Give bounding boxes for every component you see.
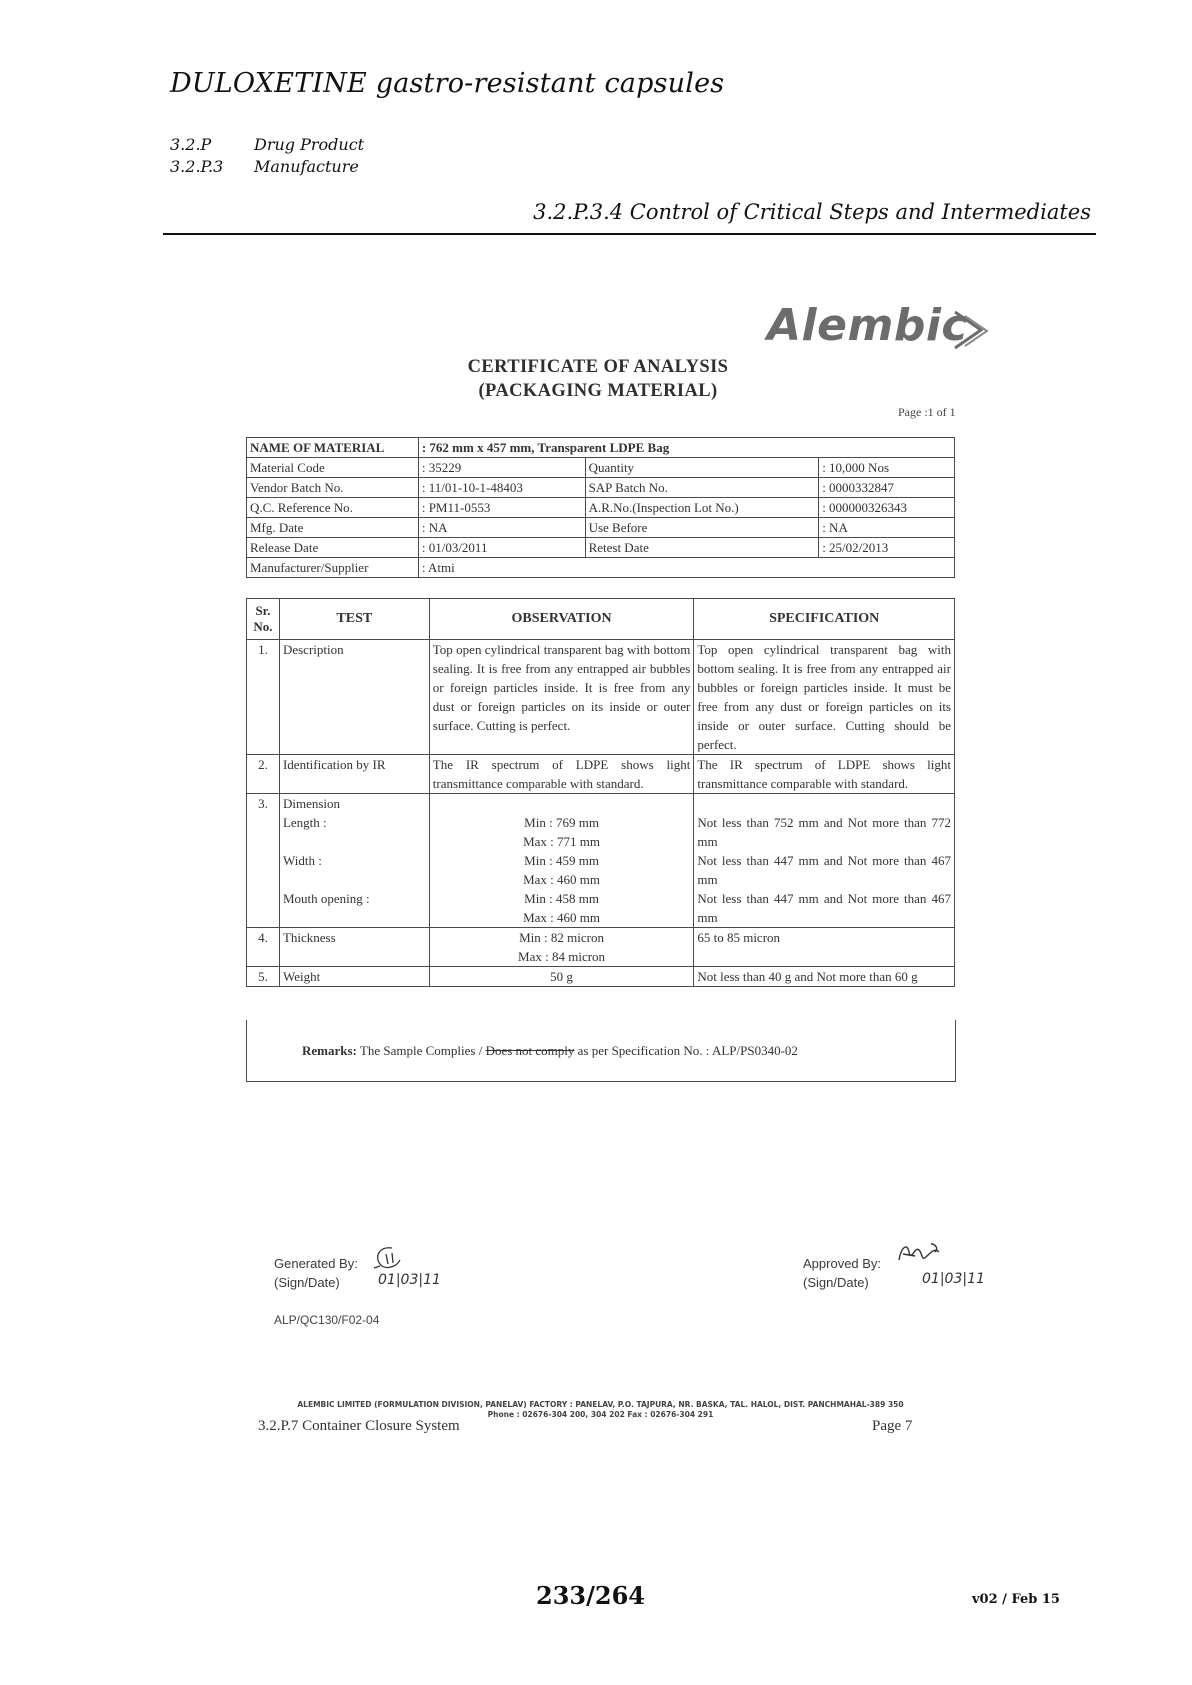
material-info-table bbox=[246, 437, 955, 578]
company-address bbox=[246, 1400, 955, 1420]
form-code: ALP/QC130/F02-04 bbox=[274, 1313, 380, 1327]
material-value: : 25/02/2013 bbox=[819, 538, 955, 558]
table-row bbox=[247, 640, 955, 755]
material-value: : 01/03/2011 bbox=[418, 538, 585, 558]
certificate-title-line1: CERTIFICATE OF ANALYSIS bbox=[467, 357, 729, 377]
row-sr: 4. bbox=[247, 928, 280, 967]
generated-by-label: Generated By: bbox=[274, 1256, 358, 1271]
length-max: Max : 771 mm bbox=[523, 834, 601, 849]
table-row bbox=[247, 755, 955, 794]
material-name-value: : 762 mm x 457 mm, Transparent LDPE Bag bbox=[418, 438, 954, 458]
certificate-title-line2: (PACKAGING MATERIAL) bbox=[478, 381, 718, 401]
approved-by-sub: (Sign/Date) bbox=[803, 1275, 869, 1290]
row-specification: Top open cylindrical transparent bag with bottom sealing. It is free from any entrapped air bubbles or foreign particles inside. It must be free from any dust or foreign particles on its inside or outer surface. Cutting should be perfect. bbox=[694, 640, 955, 755]
footer-section-label: 3.2.P.7 Container Closure System bbox=[258, 1418, 460, 1434]
section-label: Drug Product bbox=[254, 135, 365, 154]
width-spec: Not less than 447 mm and Not more than 467 mm bbox=[697, 853, 951, 887]
alembic-logo: Alembic bbox=[767, 300, 968, 351]
remarks-label: Remarks: bbox=[302, 1043, 357, 1058]
approved-date: 01|03|11 bbox=[922, 1271, 985, 1287]
section-number: 3.2.P.3 bbox=[170, 157, 224, 176]
thickness-min: Min : 82 micron bbox=[519, 930, 604, 945]
remarks-struck-text: Does not comply bbox=[485, 1043, 575, 1058]
material-name-label: NAME OF MATERIAL bbox=[247, 438, 419, 458]
width-max: Max : 460 mm bbox=[523, 872, 601, 887]
material-value: : NA bbox=[819, 518, 955, 538]
weight-row bbox=[247, 967, 955, 987]
remarks-spec: as per Specification No. : ALP/PS0340-02 bbox=[577, 1043, 798, 1058]
width-label: Width : bbox=[282, 853, 322, 868]
table-header-row bbox=[247, 599, 955, 640]
material-name-row bbox=[247, 438, 955, 458]
width-min: Min : 459 mm bbox=[524, 853, 599, 868]
col-header-sr bbox=[247, 599, 280, 640]
material-label: Q.C. Reference No. bbox=[247, 498, 419, 518]
generated-date: 01|03|11 bbox=[378, 1272, 441, 1288]
thickness-max: Max : 84 micron bbox=[518, 949, 606, 964]
material-row bbox=[247, 498, 955, 518]
material-value: : 35229 bbox=[418, 458, 585, 478]
mouth-spec: Not less than 447 mm and Not more than 467 mm bbox=[697, 891, 951, 925]
generated-signature-icon bbox=[372, 1244, 406, 1272]
mouth-min: Min : 458 mm bbox=[524, 891, 599, 906]
generated-by-sub: (Sign/Date) bbox=[274, 1275, 340, 1290]
material-row bbox=[247, 538, 955, 558]
mouth-opening-label: Mouth opening : bbox=[282, 891, 370, 906]
length-min: Min : 769 mm bbox=[524, 815, 599, 830]
col-header-observation: OBSERVATION bbox=[429, 599, 694, 640]
dimension-label: Dimension bbox=[282, 796, 341, 811]
material-label: SAP Batch No. bbox=[585, 478, 819, 498]
test-results-table bbox=[246, 598, 955, 987]
row-test: Thickness bbox=[279, 928, 429, 967]
certificate-page-number: Page :1 of 1 bbox=[898, 405, 956, 419]
material-value: : 11/01-10-1-48403 bbox=[418, 478, 585, 498]
row-specification: The IR spectrum of LDPE shows light transmittance comparable with standard. bbox=[694, 755, 955, 794]
material-label: Retest Date bbox=[585, 538, 819, 558]
length-spec: Not less than 752 mm and Not more than 772 mm bbox=[697, 815, 951, 849]
company-address-line1: ALEMBIC LIMITED (FORMULATION DIVISION, PANELAV) FACTORY : PANELAV, P.O. TAJPURA, NR. BASKA, TAL. HALOL, DIST. PANCHMAHAL-389 350 bbox=[297, 1400, 904, 1409]
logo-chevron-icon bbox=[951, 306, 991, 356]
generated-by-block bbox=[274, 1254, 358, 1292]
row-sr: 3. bbox=[247, 794, 280, 928]
supplier-row bbox=[247, 558, 955, 578]
weight-observation: 50 g bbox=[429, 967, 694, 987]
approved-by-label: Approved By: bbox=[803, 1256, 882, 1271]
material-row bbox=[247, 478, 955, 498]
approved-by-block bbox=[803, 1254, 881, 1292]
mouth-max: Max : 460 mm bbox=[523, 910, 601, 925]
section-number: 3.2.P bbox=[170, 135, 212, 154]
dimension-row bbox=[247, 794, 955, 928]
footer-page-label: Page 7 bbox=[872, 1418, 913, 1434]
approved-signature-icon bbox=[895, 1238, 945, 1268]
material-row bbox=[247, 518, 955, 538]
row-test: Identification by IR bbox=[279, 755, 429, 794]
material-label: Mfg. Date bbox=[247, 518, 419, 538]
row-sr: 5. bbox=[247, 967, 280, 987]
material-value: : 0000332847 bbox=[819, 478, 955, 498]
certificate-title bbox=[438, 355, 758, 403]
subsection-title: 3.2.P.3.4 Control of Critical Steps and Intermediates bbox=[533, 200, 1091, 224]
material-label: A.R.No.(Inspection Lot No.) bbox=[585, 498, 819, 518]
row-test: Weight bbox=[279, 967, 429, 987]
length-label: Length : bbox=[282, 815, 327, 830]
row-observation: The IR spectrum of LDPE shows light transmittance comparable with standard. bbox=[429, 755, 694, 794]
section-label: Manufacture bbox=[254, 157, 359, 176]
thickness-spec: 65 to 85 micron bbox=[694, 928, 955, 967]
col-header-sr-line1: Sr. bbox=[255, 603, 271, 618]
material-label: Quantity bbox=[585, 458, 819, 478]
col-header-specification: SPECIFICATION bbox=[694, 599, 955, 640]
dimension-observations bbox=[429, 794, 694, 928]
material-label: Use Before bbox=[585, 518, 819, 538]
material-label: Release Date bbox=[247, 538, 419, 558]
version-label: v02 / Feb 15 bbox=[972, 1592, 1060, 1607]
row-sr: 2. bbox=[247, 755, 280, 794]
dimension-tests bbox=[279, 794, 429, 928]
document-title: DULOXETINE gastro-resistant capsules bbox=[170, 68, 725, 99]
row-observation: Top open cylindrical transparent bag with bottom sealing. It is free from any entrapped air bubbles or foreign particles inside. It is free from any dust or foreign particles on its inside or outer surface. Cutting is perfect. bbox=[429, 640, 694, 755]
remarks-text: The Sample Complies / bbox=[359, 1043, 483, 1058]
material-value: : 000000326343 bbox=[819, 498, 955, 518]
remarks bbox=[302, 1043, 798, 1059]
col-header-test: TEST bbox=[279, 599, 429, 640]
weight-spec: Not less than 40 g and Not more than 60 g bbox=[694, 967, 955, 987]
supplier-label: Manufacturer/Supplier bbox=[247, 558, 419, 578]
thickness-observation bbox=[429, 928, 694, 967]
dimension-specifications bbox=[694, 794, 955, 928]
page-counter: 233/264 bbox=[536, 1581, 645, 1610]
thickness-row bbox=[247, 928, 955, 967]
col-header-sr-line2: No. bbox=[253, 619, 273, 634]
material-value: : 10,000 Nos bbox=[819, 458, 955, 478]
material-label: Material Code bbox=[247, 458, 419, 478]
row-test: Description bbox=[279, 640, 429, 755]
material-row bbox=[247, 458, 955, 478]
material-label: Vendor Batch No. bbox=[247, 478, 419, 498]
company-phone-line: Phone : 02676-304 200, 304 202 Fax : 02676-304 291 bbox=[487, 1410, 714, 1419]
row-sr: 1. bbox=[247, 640, 280, 755]
supplier-value: : Atmi bbox=[418, 558, 954, 578]
material-value: : NA bbox=[418, 518, 585, 538]
material-value: : PM11-0553 bbox=[418, 498, 585, 518]
